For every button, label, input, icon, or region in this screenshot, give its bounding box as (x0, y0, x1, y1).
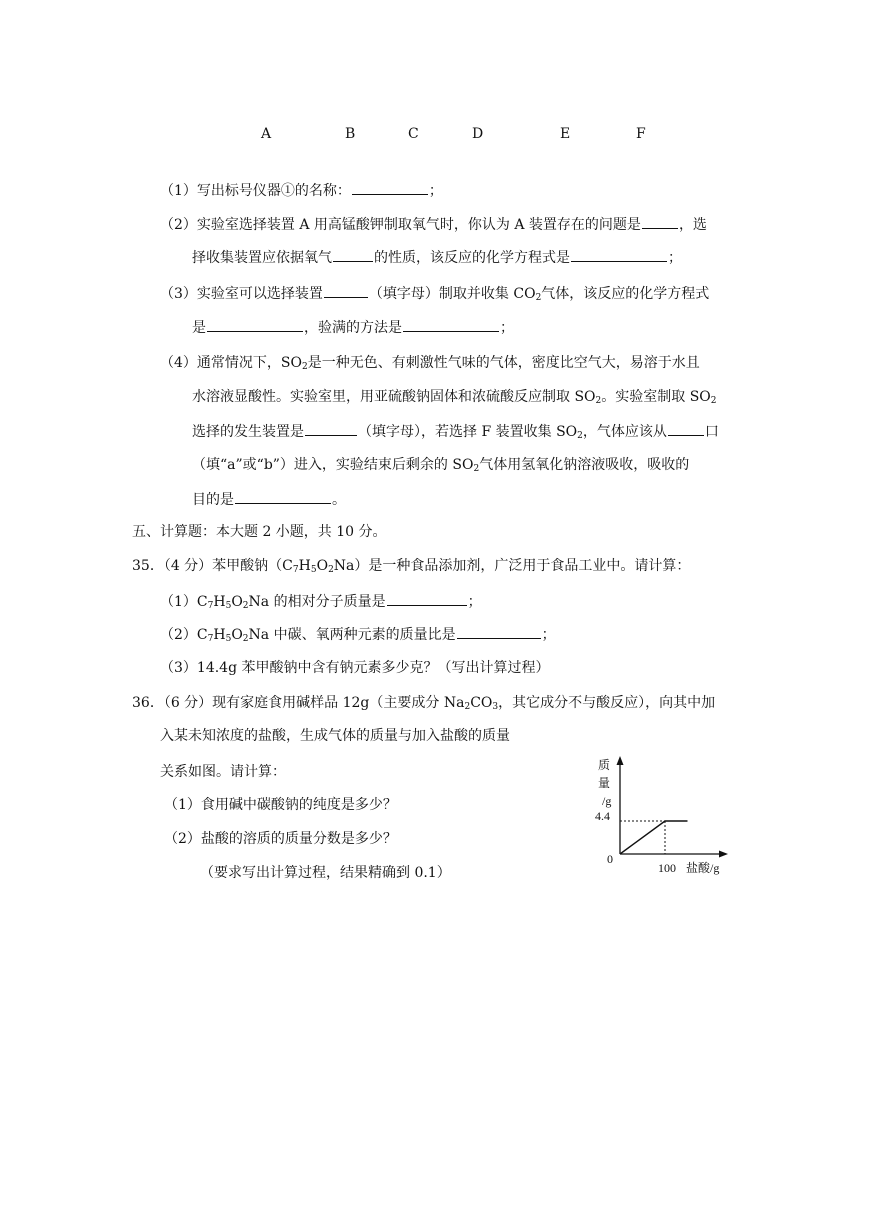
formula-h: H (213, 627, 226, 643)
x-tick-label: 100 (658, 861, 676, 875)
subscript: 2 (535, 293, 542, 303)
q34-part4-text-b: 是一种无色、有刺激性气味的气体，密度比空气大，易溶于水且 (307, 355, 700, 371)
answer-blank[interactable] (642, 214, 678, 229)
answer-blank[interactable] (324, 283, 368, 298)
q34-part2-text: （2）实验室选择装置 A 用高锰酸钾制取氧气时，你认为 A 装置存在的问题是 (160, 217, 641, 233)
q34-part2-text-b: ，选 (678, 217, 707, 233)
q35-part2-text: （2）C (160, 627, 208, 643)
answer-blank[interactable] (571, 247, 667, 262)
apparatus-label-f: F (636, 126, 646, 142)
answer-blank[interactable] (333, 247, 373, 262)
q36-heading (132, 693, 715, 713)
q34-part3-text-c: 气体，该反应的化学方程式 (541, 286, 710, 302)
q35-text: 35．（4 分）苯甲酸钠（C (132, 558, 293, 574)
q35-part2-end: ； (541, 627, 556, 643)
q34-part4-text: （4）通常情况下，SO (160, 355, 302, 371)
subscript: 7 (292, 565, 299, 575)
q34-part3-text: （3）实验室可以选择装置 (160, 286, 323, 302)
answer-blank[interactable] (207, 317, 303, 332)
y-axis-arrow (617, 756, 624, 765)
q34-part4-text-f: （填字母），若选择 F 装置收集 SO (358, 424, 578, 440)
q34-part4-text-i: （填“a”或“b”）进入，实验结束后剩余的 SO (192, 457, 474, 473)
answer-blank[interactable] (457, 624, 541, 639)
q36-note: （要求写出计算过程，结果精确到 0.1） (200, 865, 451, 881)
q34-part4-text-j: 气体用氢氧化钠溶液吸收，吸收的 (479, 457, 690, 473)
q34-part4-text-h: 口 (704, 424, 719, 440)
answer-blank[interactable] (352, 180, 428, 195)
q35-text-b: H (298, 558, 311, 574)
subscript: 7 (207, 601, 214, 611)
q35-heading (132, 556, 690, 576)
y-tick-label: 4.4 (595, 809, 610, 823)
mass-chart (590, 755, 730, 880)
q34-part4-line3 (192, 421, 719, 442)
q35-part3: （3）14.4g 苯甲酸钠中含有钠元素多少克？（写出计算过程） (160, 660, 550, 676)
q34-part2-line1 (160, 214, 707, 235)
q35-text-c: O (316, 558, 329, 574)
subscript: 2 (464, 702, 471, 712)
apparatus-label-e: E (560, 126, 571, 142)
formula-na: Na (248, 594, 270, 610)
series-line (620, 821, 688, 854)
apparatus-label-b: B (345, 126, 356, 142)
q34-part4-line5 (192, 489, 346, 510)
q35-part1 (160, 591, 482, 612)
q35-part1-text-b: 的相对分子质量是 (273, 594, 386, 610)
answer-blank[interactable] (235, 489, 331, 504)
y-axis-label-1: 质 (598, 758, 611, 772)
section-heading: 五、计算题：本大题 2 小题，共 10 分。 (132, 524, 387, 540)
q34-part1-text: （1）写出标号仪器①的名称： (160, 183, 351, 199)
subscript: 2 (577, 431, 583, 441)
subscript: 3 (492, 702, 499, 712)
q34-part4-text-d: 。实验室制取 SO (601, 389, 711, 405)
q36-text: 36．（6 分）现有家庭食用碱样品 12g（主要成分 Na (132, 695, 465, 711)
subscript: 2 (473, 464, 480, 474)
q34-part3-text-d: 是 (192, 320, 206, 336)
subscript: 2 (710, 396, 717, 406)
subscript: 2 (328, 565, 334, 575)
apparatus-label-d: D (472, 126, 484, 142)
q36-text-c: ，其它成分不与酸反应），向其中加 (498, 695, 716, 711)
formula-o: O (231, 627, 243, 643)
q34-part4-text-e: 选择的发生装置是 (192, 424, 304, 440)
q34-part2-line2 (192, 247, 682, 268)
q34-part2-end: ； (668, 250, 682, 266)
q34-part4-text-k: 目的是 (192, 492, 234, 508)
y-axis-label-3: /g (602, 794, 612, 808)
formula-na: Na (248, 627, 270, 643)
q34-part3-text-b: （填字母）制取并收集 CO (368, 286, 536, 302)
q34-part3-end: ； (500, 320, 514, 336)
subscript: 5 (225, 601, 232, 611)
x-axis-arrow (719, 851, 728, 858)
formula-o: O (231, 594, 243, 610)
q35-part2 (160, 624, 556, 645)
y-axis-label-2: 量 (598, 776, 611, 790)
subscript: 7 (207, 634, 214, 644)
subscript: 2 (301, 362, 308, 372)
q36-line2: 入某未知浓度的盐酸，生成气体的质量与加入盐酸的质量 (160, 728, 510, 744)
q34-part1-end: ； (428, 183, 443, 199)
subscript: 2 (595, 396, 602, 406)
q35-part1-text: （1）C (160, 594, 208, 610)
answer-blank[interactable] (403, 317, 499, 332)
answer-blank[interactable] (387, 591, 467, 606)
q34-part4-line1 (160, 353, 700, 373)
q34-part1 (160, 180, 443, 201)
q34-part3-line2 (192, 317, 514, 338)
q35-part2-text-b: 中碳、氧两种元素的质量比是 (273, 627, 456, 643)
subscript: 2 (242, 601, 249, 611)
q34-part2-text-d: 的性质，该反应的化学方程式是 (374, 250, 570, 266)
apparatus-label-a: A (261, 126, 272, 142)
q34-part4-text-g: ，气体应该从 (582, 424, 667, 440)
formula-h: H (213, 594, 226, 610)
answer-blank[interactable] (668, 421, 704, 436)
q34-part3-text-e: ，验满的方法是 (304, 320, 402, 336)
q35-part1-end: ； (467, 594, 482, 610)
subscript: 5 (310, 565, 317, 575)
q34-part4-line2 (192, 387, 717, 407)
apparatus-label-c: C (408, 126, 419, 142)
subscript: 5 (225, 634, 232, 644)
q36-part1: （1）食用碱中碳酸钠的纯度是多少？ (164, 797, 397, 813)
q36-line3: 关系如图。请计算： (160, 764, 286, 780)
q34-part4-text-c: 水溶液显酸性。实验室里，用亚硫酸钠固体和浓硫酸反应制取 SO (192, 389, 596, 405)
q36-text-b: CO (470, 695, 493, 711)
answer-blank[interactable] (305, 421, 357, 436)
q36-part2: （2）盐酸的溶质的质量分数是多少？ (164, 831, 397, 847)
q34-part2-text-c: 择收集装置应依据氧气 (192, 250, 332, 266)
q34-part4-end: 。 (332, 492, 346, 508)
subscript: 2 (242, 634, 249, 644)
origin-label: 0 (607, 852, 613, 866)
q34-part3-line1 (160, 283, 709, 304)
q34-part4-line4 (192, 455, 689, 475)
q35-text-d: Na）是一种食品添加剂，广泛用于食品工业中。请计算： (333, 558, 691, 574)
x-axis-label: 盐酸/g (686, 861, 720, 875)
